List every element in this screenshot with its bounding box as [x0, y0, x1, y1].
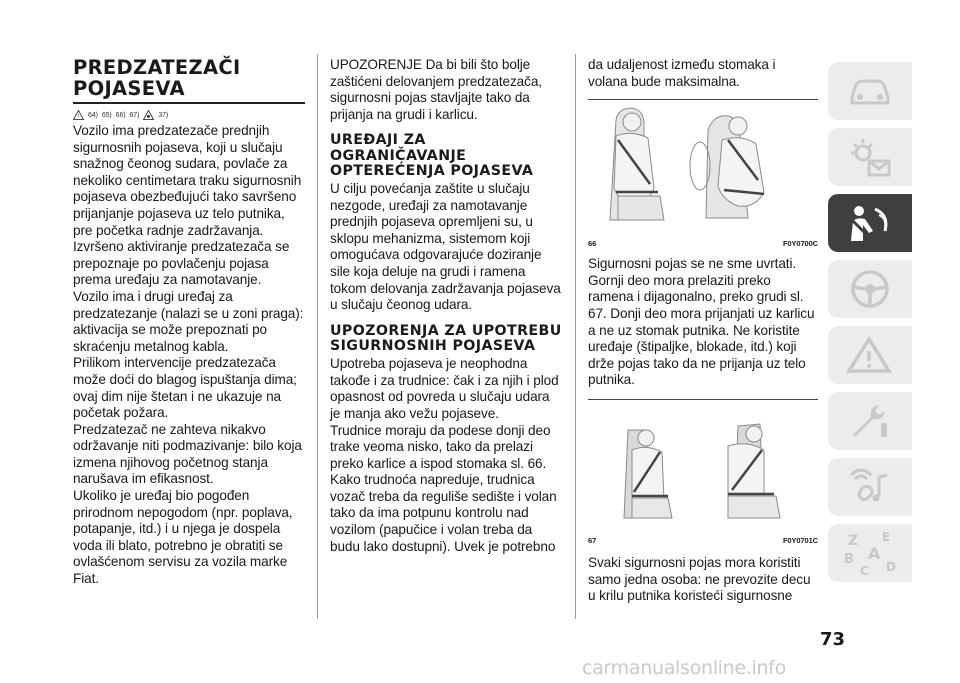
ref-note[interactable]: 67): [129, 111, 140, 119]
tab-safety[interactable]: [828, 194, 912, 252]
heading-seatbelt-warnings: UPOZORENJA ZA UPOTREBU SIGURNOSNIH POJASEVA: [330, 322, 562, 354]
figure-code: F0Y0700C: [782, 239, 818, 249]
tab-dashboard[interactable]: [828, 62, 912, 120]
paragraph: Ukoliko je uređaj bio pogođen prirodnom nepogodom (npr. poplava, potapanje, itd.) i u njega je dospela voda ili blato, potrebno je obratiti se ovlašćenom servisu za vozila marke Fiat.: [73, 488, 293, 587]
maintenance-wrench-icon: [845, 399, 895, 443]
multimedia-icon: [845, 465, 895, 509]
title-line-1: PREDZATEZAČI: [73, 56, 241, 79]
tab-emergency[interactable]: [828, 326, 912, 384]
pregnant-seatbelt-illustration: [588, 100, 818, 237]
tab-driving[interactable]: [828, 260, 912, 318]
reference-notes: [73, 110, 305, 120]
section-title: [73, 57, 305, 99]
paragraph: Predzatezač ne zahteva nikakvo održavanje niti podmazivanje: bilo koja izmena njihovog početnog stanja narušava im efikasnost.: [73, 421, 302, 487]
figure-66-illustration: [588, 100, 818, 237]
paragraph: Svaki sigurnosni pojas mora koristiti samo jedna osoba: ne prevozite decu u krilu putnika koristeći sigurnosne: [588, 554, 811, 604]
figure-67-caption: [588, 536, 818, 546]
index-letter: B: [844, 552, 854, 567]
column-2: [330, 57, 562, 555]
tab-maintenance[interactable]: [828, 392, 912, 450]
paragraph: Vozilo ima predzatezače prednjih sigurnosnih pojaseva, koji u slučaju snažnog čeonog sudara, povlače za nekoliko centimetara traku sigurnosnih pojaseva obezbeđujući tako savršeno prijanjanje pojaseva uz telo putnika, pre početka radnje zadržavanja.: [73, 123, 302, 238]
tab-warning-lights[interactable]: [828, 128, 912, 186]
tab-index[interactable]: [828, 524, 912, 582]
seatbelt-airbag-icon: [845, 201, 895, 245]
column-divider: [317, 54, 318, 619]
warning-triangle-icon: [73, 110, 84, 120]
paragraph: Sigurnosni pojas se ne sme uvrtati. Gornji deo mora prelaziti preko ramena i dijagonalno, preko grudi sl. 67. Donji deo mora prijanjati uz karlicu a ne uz stomak putnika. Ne koristite uređaje (štipaljke, blokade, itd.) koji drže pojas tako da ne prijanja uz telo putnika.: [588, 256, 815, 388]
figure-number: 67: [588, 535, 597, 545]
column-divider: [575, 54, 576, 619]
ref-note[interactable]: 66): [115, 111, 126, 119]
index-letter: E: [882, 530, 891, 544]
index-letter: A: [868, 544, 881, 563]
svg-text:!: !: [77, 114, 80, 120]
steering-wheel-icon: [846, 267, 894, 311]
figure-code: F0Y0701C: [782, 535, 818, 545]
paragraph: Vozilo ima i drugi uređaj za predzatezanje (nalazi se u zoni praga): aktivacija se može prepoznati po skraćenju metalnog kabla.: [73, 288, 304, 354]
index-letter: D: [886, 560, 896, 574]
ref-note[interactable]: 65): [101, 111, 112, 119]
watermark: carmanualsonline.info: [582, 657, 786, 679]
ref-note[interactable]: 37): [158, 111, 169, 119]
column-1: [73, 57, 305, 588]
title-line-2: POJASEVA: [73, 77, 185, 100]
figure-number: 66: [588, 239, 597, 249]
chapter-tabs: [828, 62, 912, 590]
seatbelt-position-illustration: [588, 400, 818, 534]
index-letter: C: [860, 564, 869, 577]
figure-67-illustration: [588, 400, 818, 534]
column-3: [588, 57, 818, 605]
paragraph: U cilju povećanja zaštite u slučaju nezgode, uređaji za namotavanje prednjih pojaseva opremljeni su, u sklopu mehanizma, sistemom koji omogućava odgovarajuće doziranje sile koja deluje na grudi i ramena tokom delovanja zadržavanja pojaseva u slučaju čeonog udara.: [330, 180, 561, 313]
figure-66-caption: [588, 239, 818, 249]
breakdown-triangle-icon: [845, 333, 895, 377]
heading-load-limiters: UREĐAJI ZA OGRANIČAVANJE OPTEREĆENJA POJASEVA: [330, 132, 534, 179]
paragraph: Upotreba pojaseva je neophodna takođe i za trudnice: čak i za njih i plod opasnost od povreda u slučaju udara je manja ako vežu pojaseve.: [330, 356, 559, 421]
car-dashboard-icon: [846, 71, 894, 111]
caution-icon: [143, 110, 154, 120]
warning-lights-icon: [845, 135, 895, 179]
title-rule: [73, 102, 305, 104]
paragraph: Izvršeno aktiviranje predzatezača se prepoznaje po povlačenju pojasa prema uređaju za namotavanje.: [73, 239, 290, 288]
index-letter: Z: [848, 533, 859, 549]
paragraph: da udaljenost između stomaka i volana bude maksimalna.: [588, 57, 776, 89]
warning-paragraph: UPOZORENJE Da bi bili što bolje zaštićeni delovanjem predzatezača, sigurnosni pojas stavljajte tako da prijanja na grudi i karlicu.: [330, 57, 542, 122]
alphabetical-index-icon: [840, 529, 900, 577]
paragraph: Prilikom intervencije predzatezača može doći do blagog ispuštanja dima; ovaj dim nije štetan i ne ukazuje na početak požara.: [73, 355, 297, 421]
page-number: 73: [820, 629, 846, 650]
paragraph: Trudnice moraju da podese donji deo trake veoma nisko, tako da prelazi preko karlice a ispod stomaka sl. 66.: [330, 422, 551, 471]
ref-note[interactable]: 64): [88, 111, 98, 119]
tab-multimedia[interactable]: [828, 458, 912, 516]
paragraph: Kako trudnoća napreduje, trudnica vozač treba da reguliše sedište i volan tako da ima potpunu kontrolu nad vozilom (papučice i volan treba da budu lako dostupni). Uvek je potrebno: [330, 472, 557, 554]
